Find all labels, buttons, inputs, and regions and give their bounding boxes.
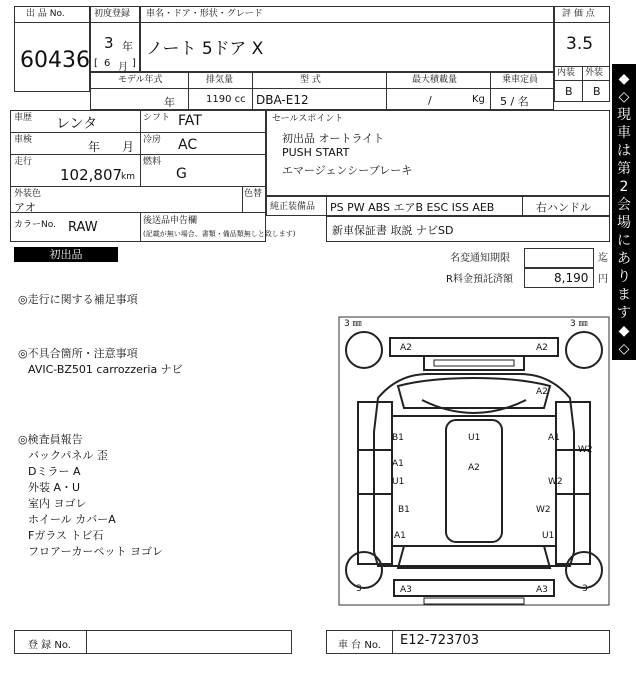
fuel-label: 燃料	[143, 157, 162, 167]
running-notes-label: ◎走行に関する補足事項	[18, 293, 138, 306]
name-change-unit: 迄	[598, 253, 608, 264]
chassis-no: E12-723703	[400, 633, 480, 648]
first-reg-year: 3	[104, 34, 114, 52]
car-name: ノート 5ドア X	[146, 39, 264, 59]
color-change-label: 色替	[244, 189, 263, 199]
mark-left-rear-1: B1	[398, 505, 410, 515]
ext-color-label: 外装色	[14, 189, 42, 199]
mark-left-rear-2: A1	[394, 531, 406, 541]
reg-no-label: 登 録 No.	[28, 640, 71, 651]
interior-label: 内装	[557, 68, 576, 78]
side-banner-char: 現	[617, 107, 631, 123]
wheel-front-left	[346, 332, 382, 368]
chassis-no-label: 車 台 No.	[338, 640, 381, 651]
load-label: 最大積載量	[412, 75, 458, 85]
equipment-value: PS PW ABS エアB ESC ISS AEB	[330, 201, 495, 214]
recycle-value: 8,190	[554, 271, 589, 285]
inspector-line: バックパネル 歪	[28, 449, 108, 462]
post-docs-note: (記載が無い場合、書類・備品類無しと致します)	[143, 230, 296, 238]
tire-front-left-reading: 3 ㎜	[344, 319, 362, 329]
ac-value: AC	[178, 137, 198, 153]
sales-point-2: PUSH START	[282, 146, 350, 159]
shift-value: FAT	[178, 113, 202, 129]
side-banner-char: ◇	[618, 89, 630, 105]
sales-point-3: エマージェンシーブレーキ	[282, 164, 413, 177]
first-listing-tag: 初出品	[14, 247, 118, 262]
mark-right-front-fender: A2	[536, 387, 548, 397]
mileage-label: 走行	[14, 157, 33, 167]
mark-roof-center: A2	[468, 463, 480, 473]
model-year-unit: 年	[164, 96, 175, 109]
tire-front-right-reading: 3 ㎜	[570, 319, 588, 329]
mark-roof-front: U1	[468, 433, 481, 443]
load-value: /	[428, 94, 432, 107]
side-banner-char: 車	[617, 125, 631, 141]
side-banner-char: ◇	[618, 341, 630, 357]
defects-label: ◎不具合箇所・注意事項	[18, 347, 138, 360]
mark-right-rear-1: W2	[536, 505, 551, 515]
load-unit: Kg	[472, 94, 485, 105]
capacity-label: 乗車定員	[502, 75, 539, 85]
first-reg-month: 6	[104, 58, 111, 69]
lot-no: 60436	[20, 48, 90, 73]
inspector-line: 外装 A・U	[28, 481, 81, 494]
mark-rear-right-bumper: A3	[536, 585, 548, 595]
mark-right-rear-2: U1	[542, 531, 555, 541]
mark-rear-left-bumper: A3	[400, 585, 412, 595]
inspector-line: Dミラー A	[28, 465, 81, 478]
side-banner-char: に	[617, 233, 631, 249]
lot-no-label: 出 品 No.	[26, 9, 65, 19]
displacement: 1190 cc	[206, 94, 246, 105]
car-name-label: 車名・ドア・形状・グレード	[146, 9, 263, 19]
inspection-month-unit: 月	[122, 140, 135, 154]
mark-front-left-bumper: A2	[400, 343, 412, 353]
side-banner-char: あ	[617, 251, 631, 267]
name-change-label: 名変通知期限	[450, 253, 510, 264]
model-year-label: モデル年式	[118, 75, 163, 85]
rear-bumper	[394, 580, 554, 596]
sales-points-label: セールスポイント	[272, 114, 344, 124]
tire-rear-right-reading: 3	[582, 584, 588, 594]
mark-left-mid-2: U1	[392, 477, 405, 487]
recycle-unit: 円	[598, 274, 608, 285]
rear-step	[424, 598, 524, 604]
first-reg-month-bracket-open: [	[94, 58, 98, 69]
capacity: 5 / 名	[500, 95, 529, 108]
hood	[398, 378, 550, 408]
side-banner-char: 場	[617, 215, 631, 231]
tire-rear-left-reading: 3	[356, 584, 362, 594]
post-docs-label: 後送品申告欄	[143, 216, 198, 226]
mark-right-rear-door: W2	[548, 477, 563, 487]
grille	[424, 356, 524, 370]
car-damage-diagram	[338, 316, 610, 606]
exterior-label: 外装	[585, 68, 604, 78]
first-reg-month-unit: 月	[118, 62, 128, 73]
history-value: レンタ	[56, 116, 98, 132]
mark-right-front-door: A1	[548, 433, 560, 443]
type-label: 型 式	[300, 75, 321, 85]
side-banner-char: り	[617, 269, 631, 285]
rear-hatch	[398, 546, 550, 568]
side-banner-char: 2	[619, 179, 629, 195]
mileage-value: 102,807	[60, 166, 123, 184]
sales-point-1: 初出品 オートライト	[282, 132, 385, 145]
mark-right-side: W2	[578, 445, 593, 455]
fuel-value: G	[176, 166, 187, 182]
inspector-line: ホイール カバーA	[28, 513, 116, 526]
side-banner-char: ◆	[618, 71, 630, 87]
shift-label: シフト	[143, 113, 171, 123]
wheel-rear-right	[566, 552, 602, 588]
side-banner-char: す	[617, 305, 631, 321]
side-banner-char: ま	[617, 287, 631, 303]
side-banner	[612, 64, 636, 360]
windshield-curve	[422, 400, 526, 413]
inspection-year-unit: 年	[88, 140, 101, 154]
inspector-line: Fガラス トビ石	[28, 529, 104, 542]
side-banner-char: ◆	[618, 323, 630, 339]
history-label: 車歴	[14, 113, 33, 123]
grille-inner	[434, 360, 514, 366]
first-reg-month-bracket-close: ]	[132, 58, 136, 69]
mark-left-front-door: B1	[392, 433, 404, 443]
inspector-label: ◎検査員報告	[18, 433, 83, 446]
model-type: DBA-E12	[256, 93, 309, 107]
inspection-label: 車検	[14, 135, 33, 145]
warranty-value: 新車保証書 取説 ナビSD	[332, 224, 454, 237]
mark-front-right-bumper: A2	[536, 343, 548, 353]
score-label: 評 価 点	[562, 9, 595, 19]
displacement-label: 排気量	[206, 75, 234, 85]
inspector-line: 室内 ヨゴレ	[28, 497, 87, 510]
mileage-unit: km	[121, 172, 135, 182]
ext-color-value: アオ	[14, 201, 36, 214]
name-change-value-box	[524, 248, 594, 268]
handle-value: 右ハンドル	[536, 201, 591, 214]
recycle-label: R料金預託済額	[446, 274, 513, 285]
notes-block	[18, 292, 138, 308]
side-banner-char: 会	[617, 197, 631, 213]
inspector-block	[18, 432, 163, 560]
equipment-label: 純正装備品	[270, 202, 316, 212]
color-no-label: カラーNo.	[14, 220, 56, 230]
interior-grade: B	[565, 85, 573, 98]
wheel-rear-left	[346, 552, 382, 588]
side-banner-char: 第	[617, 161, 631, 177]
score-value: 3.5	[566, 34, 594, 54]
ac-label: 冷房	[143, 135, 162, 145]
first-reg-label: 初度登録	[94, 9, 131, 19]
front-bumper	[390, 338, 558, 356]
inspector-line: フロアーカーペット ヨゴレ	[28, 545, 163, 558]
color-no-value: RAW	[68, 220, 98, 235]
mark-left-mid-1: A1	[392, 459, 404, 469]
defect-line: AVIC-BZ501 carrozzeria ナビ	[28, 363, 183, 376]
exterior-grade: B	[593, 85, 601, 98]
side-banner-char: は	[617, 143, 631, 159]
first-reg-year-unit: 年	[122, 40, 133, 53]
defects-block	[18, 346, 183, 378]
wheel-front-right	[566, 332, 602, 368]
